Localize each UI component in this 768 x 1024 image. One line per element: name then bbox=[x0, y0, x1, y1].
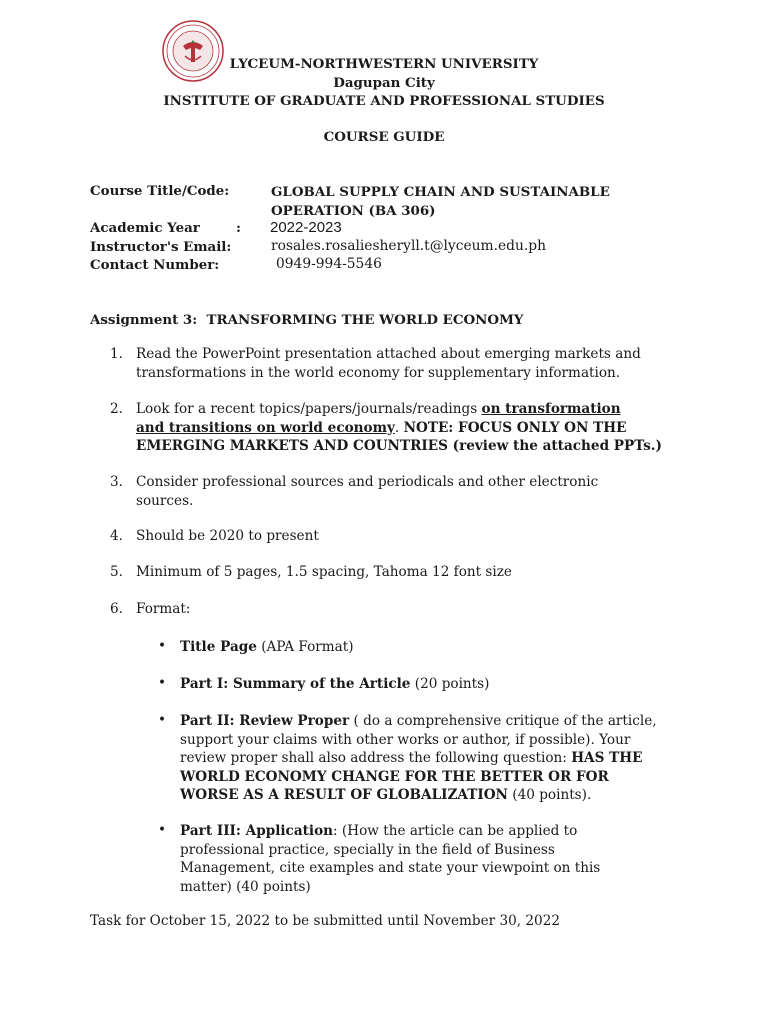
bullet-text bbox=[180, 638, 700, 657]
bullet-rest: (20 points) bbox=[410, 676, 490, 692]
question-text: WORSE AS A RESULT OF GLOBALIZATION bbox=[180, 787, 508, 803]
list-item-text: Should be 2020 to present bbox=[136, 528, 319, 544]
bullet-item-part-3 bbox=[158, 822, 698, 900]
text-span: . bbox=[394, 419, 404, 436]
bullet-dot: • bbox=[158, 822, 167, 838]
text-line bbox=[180, 786, 700, 805]
university-name: LYCEUM-NORTHWESTERN UNIVERSITY bbox=[229, 56, 539, 72]
bullet-dot: • bbox=[158, 675, 167, 691]
text-line: sources. bbox=[136, 492, 194, 509]
text-span: review proper shall also address the following question: bbox=[180, 750, 572, 766]
course-title-label: Course Title/Code: bbox=[90, 183, 230, 199]
contact-number-value: 0949-994-5546 bbox=[276, 256, 382, 272]
bullet-dot: • bbox=[158, 638, 167, 654]
academic-year-value: 2022-2023 bbox=[270, 219, 342, 236]
academic-year-label: Academic Year bbox=[90, 220, 200, 236]
list-number: 6. bbox=[110, 601, 123, 617]
text-line: professional practice, specially in the field of Business bbox=[180, 841, 555, 858]
assignment-title: TRANSFORMING THE WORLD ECONOMY bbox=[206, 312, 524, 328]
bullet-dot: • bbox=[158, 712, 167, 728]
list-number: 1. bbox=[110, 346, 123, 362]
list-number: 5. bbox=[110, 564, 123, 580]
note-text: NOTE: FOCUS ONLY ON THE bbox=[403, 419, 627, 436]
course-title-line2: OPERATION (BA 306) bbox=[271, 203, 436, 219]
bullet-text bbox=[180, 712, 700, 805]
text-span: (40 points). bbox=[507, 787, 592, 803]
question-text: HAS THE bbox=[571, 750, 643, 766]
document-title: COURSE GUIDE bbox=[323, 129, 445, 145]
assignment-label: Assignment 3: bbox=[90, 312, 198, 328]
text-line: support your claims with other works or author, if possible). Your bbox=[180, 731, 631, 748]
bullet-bold: Part III: Application bbox=[180, 823, 334, 839]
instructor-email-label: Instructor's Email: bbox=[90, 239, 232, 255]
bullet-bold: Title Page bbox=[180, 639, 257, 655]
text-line bbox=[180, 822, 700, 841]
bullet-rest: ( do a comprehensive critique of the article, bbox=[349, 713, 657, 729]
text-line: Read the PowerPoint presentation attached about emerging markets and bbox=[136, 346, 641, 362]
emphasis-text: and transitions on world economy bbox=[136, 419, 395, 436]
list-item-text bbox=[136, 400, 696, 456]
institute-name: INSTITUTE OF GRADUATE AND PROFESSIONAL STUDIES bbox=[163, 93, 605, 109]
university-seal-logo bbox=[162, 20, 224, 82]
bullet-rest: : (How the article can be applied to bbox=[333, 823, 578, 839]
text-line: transformations in the world economy for supplementary information. bbox=[136, 364, 621, 381]
note-text: EMERGING MARKETS AND COUNTRIES (review the attached PPTs.) bbox=[136, 438, 662, 454]
list-number: 2. bbox=[110, 401, 123, 417]
text-line: matter) (40 points) bbox=[180, 878, 311, 895]
text-line: Consider professional sources and periodicals and other electronic bbox=[136, 474, 599, 490]
list-item-text bbox=[136, 473, 696, 510]
contact-number-label: Contact Number: bbox=[90, 257, 220, 273]
bullet-bold: Part II: Review Proper bbox=[180, 713, 350, 729]
text-line bbox=[180, 712, 700, 731]
bullet-item-title-page bbox=[158, 638, 698, 658]
text-line: Management, cite examples and state your viewpoint on this bbox=[180, 860, 601, 876]
bullet-rest: (APA Format) bbox=[256, 639, 354, 655]
text-line bbox=[136, 400, 696, 419]
list-number: 3. bbox=[110, 474, 123, 490]
bullet-bold: Part I: Summary of the Article bbox=[180, 676, 411, 692]
list-item-text: Minimum of 5 pages, 1.5 spacing, Tahoma 12 font size bbox=[136, 564, 512, 580]
bullet-item-part-1 bbox=[158, 675, 698, 695]
list-item-text bbox=[136, 345, 696, 382]
assignment-heading bbox=[90, 312, 523, 328]
instructor-email-value: rosales.rosaliesheryll.t@lyceum.edu.ph bbox=[271, 238, 546, 254]
academic-year-colon: : bbox=[236, 220, 241, 236]
question-text: WORLD ECONOMY CHANGE FOR THE BETTER OR FOR bbox=[180, 768, 609, 785]
text-span: Look for a recent topics/papers/journals/readings bbox=[136, 401, 482, 417]
course-title-line1: GLOBAL SUPPLY CHAIN AND SUSTAINABLE bbox=[271, 184, 610, 200]
list-number: 4. bbox=[110, 528, 123, 544]
text-line bbox=[180, 749, 700, 768]
task-deadline-text: Task for October 15, 2022 to be submitted until November 30, 2022 bbox=[90, 913, 560, 929]
list-item-text: Format: bbox=[136, 601, 191, 617]
bullet-text bbox=[180, 675, 700, 694]
emphasis-text: on transformation bbox=[481, 401, 621, 417]
text-line bbox=[136, 419, 696, 438]
bullet-item-part-2 bbox=[158, 712, 698, 807]
bullet-text bbox=[180, 822, 700, 896]
university-city: Dagupan City bbox=[333, 75, 435, 91]
